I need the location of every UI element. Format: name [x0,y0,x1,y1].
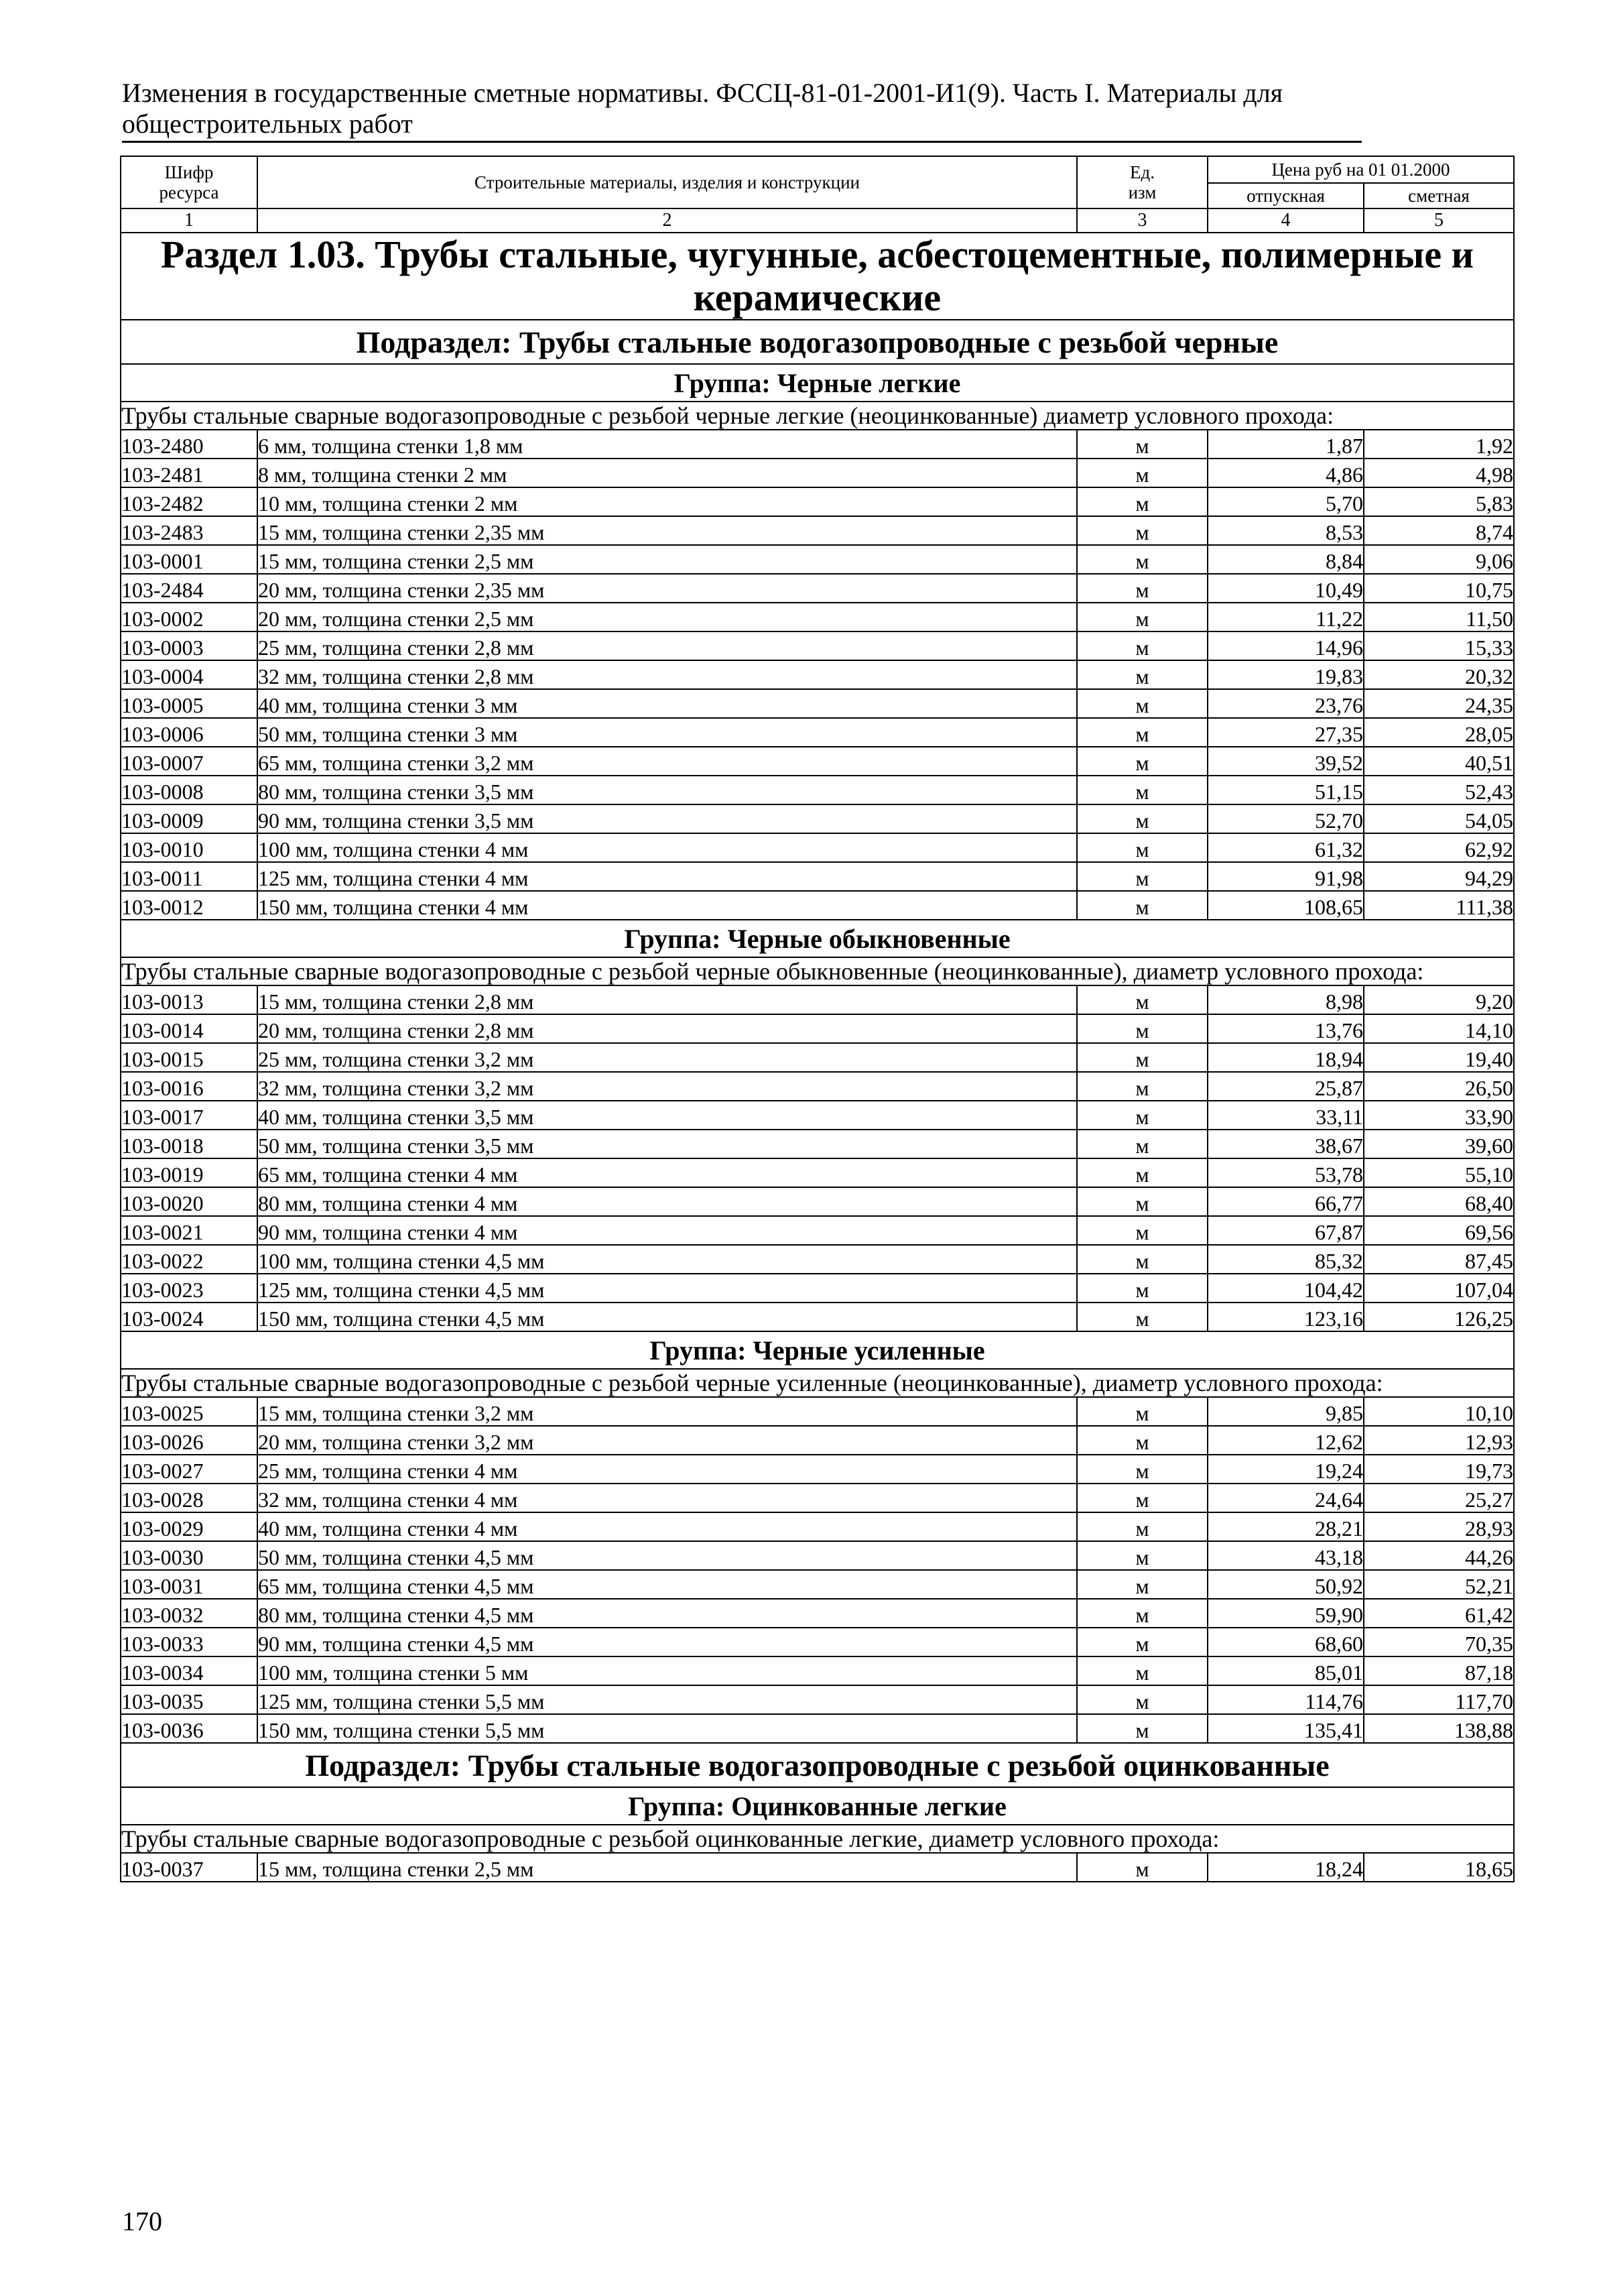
resource-code: 103-0023 [121,1274,257,1303]
resource-code: 103-0017 [121,1101,257,1130]
code-header-line-1: Шифр [164,162,214,182]
table-row [121,1274,1514,1303]
resource-code: 103-2481 [121,459,257,487]
section-title: Раздел 1.03. Трубы стальные, чугунные, асбестоцементные, полимерные и керамические [121,233,1514,320]
resource-code: 103-0015 [121,1043,257,1072]
table-row [121,833,1514,862]
header-line-2: общестроительных работ [122,109,413,139]
page-number: 170 [122,2206,162,2236]
estimate-price-header: сметная [1364,183,1514,208]
material-name: 40 мм, толщина стенки 4 мм [257,1512,1077,1541]
release-price: 52,70 [1208,804,1364,833]
table-row [121,862,1514,891]
material-name: 20 мм, толщина стенки 2,8 мм [257,1014,1077,1043]
release-price: 123,16 [1208,1303,1364,1331]
material-name: 65 мм, толщина стенки 3,2 мм [257,747,1077,776]
unit: м [1077,862,1208,891]
unit: м [1077,1274,1208,1303]
table-row [121,487,1514,516]
material-name: 15 мм, толщина стенки 2,5 мм [257,545,1077,574]
group-title: Группа: Черные усиленные [121,1331,1514,1369]
unit: м [1077,1570,1208,1599]
estimate-price: 69,56 [1364,1216,1514,1245]
resource-code: 103-2483 [121,516,257,545]
estimate-price: 26,50 [1364,1072,1514,1101]
release-price: 53,78 [1208,1158,1364,1187]
material-name: 32 мм, толщина стенки 3,2 мм [257,1072,1077,1101]
estimate-price: 87,18 [1364,1656,1514,1685]
unit: м [1077,1455,1208,1484]
resource-code: 103-0025 [121,1397,257,1426]
release-price: 24,64 [1208,1484,1364,1512]
subsection-row [121,1743,1514,1787]
estimate-price: 11,50 [1364,603,1514,631]
unit: м [1077,1541,1208,1570]
material-name: 150 мм, толщина стенки 5,5 мм [257,1714,1077,1743]
release-price: 19,24 [1208,1455,1364,1484]
material-name: 20 мм, толщина стенки 2,35 мм [257,574,1077,603]
unit: м [1077,891,1208,920]
group-description-row [121,957,1514,985]
estimate-price: 1,92 [1364,430,1514,459]
release-price: 8,98 [1208,985,1364,1014]
resource-code: 103-0003 [121,631,257,660]
material-name: 80 мм, толщина стенки 3,5 мм [257,776,1077,804]
resource-code: 103-0010 [121,833,257,862]
release-price: 91,98 [1208,862,1364,891]
material-name: 15 мм, толщина стенки 2,5 мм [257,1853,1077,1882]
name-column-header: Строительные материалы, изделия и конструкции [257,156,1077,208]
release-price: 9,85 [1208,1397,1364,1426]
table-row [121,747,1514,776]
group-title: Группа: Черные обыкновенные [121,920,1514,957]
unit: м [1077,1303,1208,1331]
group-description-row [121,1825,1514,1853]
estimate-price: 28,05 [1364,718,1514,747]
estimate-price: 24,35 [1364,689,1514,718]
unit: м [1077,430,1208,459]
group-description: Трубы стальные сварные водогазопроводные с резьбой черные легкие (неоцинкованные) диаметр условного прохода: [121,402,1514,430]
unit: м [1077,747,1208,776]
table-row [121,1426,1514,1455]
estimate-price: 107,04 [1364,1274,1514,1303]
release-price: 18,24 [1208,1853,1364,1882]
unit: м [1077,689,1208,718]
release-price: 66,77 [1208,1187,1364,1216]
group-title: Группа: Оцинкованные легкие [121,1787,1514,1825]
material-name: 50 мм, толщина стенки 3 мм [257,718,1077,747]
unit: м [1077,1245,1208,1274]
resource-code: 103-0008 [121,776,257,804]
table-row [121,689,1514,718]
material-name: 20 мм, толщина стенки 2,5 мм [257,603,1077,631]
release-price: 10,49 [1208,574,1364,603]
unit: м [1077,1158,1208,1187]
estimate-price: 70,35 [1364,1628,1514,1656]
estimate-price: 111,38 [1364,891,1514,920]
material-name: 25 мм, толщина стенки 4 мм [257,1455,1077,1484]
group-title: Группа: Черные легкие [121,364,1514,402]
release-price: 13,76 [1208,1014,1364,1043]
unit: м [1077,487,1208,516]
resource-code: 103-0014 [121,1014,257,1043]
estimate-price: 52,21 [1364,1570,1514,1599]
group-description: Трубы стальные сварные водогазопроводные с резьбой черные обыкновенные (неоцинкованные), диаметр условного прохода: [121,957,1514,985]
estimate-price: 33,90 [1364,1101,1514,1130]
resource-code: 103-0026 [121,1426,257,1455]
release-price: 61,32 [1208,833,1364,862]
material-name: 90 мм, толщина стенки 4,5 мм [257,1628,1077,1656]
resource-code: 103-0016 [121,1072,257,1101]
unit: м [1077,833,1208,862]
estimate-price: 8,74 [1364,516,1514,545]
resource-code: 103-0034 [121,1656,257,1685]
header-line-1: Изменения в государственные сметные нормативы. ФССЦ-81-01-2001-И1(9). Часть I. Материалы для [122,78,1283,108]
table-row [121,1628,1514,1656]
group-row [121,920,1514,957]
resource-code: 103-0007 [121,747,257,776]
unit: м [1077,1101,1208,1130]
table-row [121,1599,1514,1628]
table-row [121,1397,1514,1426]
resource-code: 103-0006 [121,718,257,747]
estimate-price: 62,92 [1364,833,1514,862]
resource-code: 103-0009 [121,804,257,833]
estimate-price: 14,10 [1364,1014,1514,1043]
release-price: 4,86 [1208,459,1364,487]
price-group-header: Цена руб на 01 01.2000 [1208,156,1514,183]
release-price: 23,76 [1208,689,1364,718]
unit: м [1077,1512,1208,1541]
release-price: 67,87 [1208,1216,1364,1245]
resource-code: 103-0030 [121,1541,257,1570]
release-price: 59,90 [1208,1599,1364,1628]
table-row [121,1101,1514,1130]
table-row [121,430,1514,459]
resource-code: 103-0005 [121,689,257,718]
group-row [121,1787,1514,1825]
page-header [122,78,1362,143]
table-row [121,1541,1514,1570]
resource-code: 103-0012 [121,891,257,920]
estimate-price: 117,70 [1364,1685,1514,1714]
material-name: 40 мм, толщина стенки 3 мм [257,689,1077,718]
unit-column-header [1077,156,1208,208]
table-row [121,603,1514,631]
estimate-price: 138,88 [1364,1714,1514,1743]
resource-code: 103-0019 [121,1158,257,1187]
resource-code: 103-2484 [121,574,257,603]
subsection-title: Подраздел: Трубы стальные водогазопроводные с резьбой черные [121,320,1514,364]
estimate-price: 55,10 [1364,1158,1514,1187]
unit: м [1077,804,1208,833]
table-body [121,233,1514,1882]
group-description: Трубы стальные сварные водогазопроводные с резьбой черные усиленные (неоцинкованные), диаметр условного прохода: [121,1369,1514,1397]
estimate-price: 10,10 [1364,1397,1514,1426]
release-price: 50,92 [1208,1570,1364,1599]
table-row [121,1853,1514,1882]
material-name: 125 мм, толщина стенки 4,5 мм [257,1274,1077,1303]
resource-code: 103-0027 [121,1455,257,1484]
unit-header-line-1: Ед. [1130,162,1155,182]
group-description-row [121,1369,1514,1397]
resource-code: 103-0033 [121,1628,257,1656]
estimate-price: 28,93 [1364,1512,1514,1541]
estimate-price: 54,05 [1364,804,1514,833]
unit: м [1077,1043,1208,1072]
material-name: 6 мм, толщина стенки 1,8 мм [257,430,1077,459]
material-name: 100 мм, толщина стенки 4 мм [257,833,1077,862]
release-price: 38,67 [1208,1130,1364,1158]
estimate-price: 5,83 [1364,487,1514,516]
release-price: 11,22 [1208,603,1364,631]
material-name: 50 мм, толщина стенки 3,5 мм [257,1130,1077,1158]
release-price: 8,53 [1208,516,1364,545]
material-name: 40 мм, толщина стенки 3,5 мм [257,1101,1077,1130]
estimate-price: 25,27 [1364,1484,1514,1512]
estimate-price: 39,60 [1364,1130,1514,1158]
column-number: 3 [1077,208,1208,233]
table-row [121,718,1514,747]
unit: м [1077,1656,1208,1685]
unit: м [1077,545,1208,574]
group-description-row [121,402,1514,430]
table-row [121,1685,1514,1714]
table-row [121,459,1514,487]
unit: м [1077,516,1208,545]
resource-code: 103-0001 [121,545,257,574]
material-name: 50 мм, толщина стенки 4,5 мм [257,1541,1077,1570]
unit: м [1077,459,1208,487]
release-price: 1,87 [1208,430,1364,459]
release-price: 114,76 [1208,1685,1364,1714]
material-name: 125 мм, толщина стенки 5,5 мм [257,1685,1077,1714]
group-description: Трубы стальные сварные водогазопроводные с резьбой оцинкованные легкие, диаметр условного прохода: [121,1825,1514,1853]
estimate-price: 44,26 [1364,1541,1514,1570]
table-row [121,631,1514,660]
estimate-price: 18,65 [1364,1853,1514,1882]
resource-code: 103-0018 [121,1130,257,1158]
table-row [121,1714,1514,1743]
table-row [121,1072,1514,1101]
table-row [121,660,1514,689]
unit: м [1077,1130,1208,1158]
table-row [121,545,1514,574]
unit: м [1077,1426,1208,1455]
table-row [121,1570,1514,1599]
material-name: 32 мм, толщина стенки 2,8 мм [257,660,1077,689]
table-row [121,1130,1514,1158]
table-row [121,1158,1514,1187]
table-row [121,1455,1514,1484]
estimate-price: 9,06 [1364,545,1514,574]
release-price: 135,41 [1208,1714,1364,1743]
release-price: 28,21 [1208,1512,1364,1541]
unit: м [1077,1216,1208,1245]
table-row [121,1512,1514,1541]
table-row [121,1014,1514,1043]
unit: м [1077,776,1208,804]
estimate-price: 87,45 [1364,1245,1514,1274]
material-name: 15 мм, толщина стенки 2,35 мм [257,516,1077,545]
table-row [121,1043,1514,1072]
material-name: 90 мм, толщина стенки 4 мм [257,1216,1077,1245]
table-row [121,574,1514,603]
estimate-price: 40,51 [1364,747,1514,776]
unit: м [1077,1685,1208,1714]
material-name: 32 мм, толщина стенки 4 мм [257,1484,1077,1512]
resource-code: 103-0036 [121,1714,257,1743]
resource-code: 103-2480 [121,430,257,459]
estimate-price: 9,20 [1364,985,1514,1014]
release-price: 51,15 [1208,776,1364,804]
release-price: 14,96 [1208,631,1364,660]
material-name: 80 мм, толщина стенки 4,5 мм [257,1599,1077,1628]
material-name: 125 мм, толщина стенки 4 мм [257,862,1077,891]
table-row [121,1216,1514,1245]
resource-code: 103-0004 [121,660,257,689]
material-name: 150 мм, толщина стенки 4 мм [257,891,1077,920]
material-name: 25 мм, толщина стенки 3,2 мм [257,1043,1077,1072]
release-price: 12,62 [1208,1426,1364,1455]
table-row [121,1245,1514,1274]
resource-code: 103-0011 [121,862,257,891]
resource-code: 103-0035 [121,1685,257,1714]
estimate-price: 68,40 [1364,1187,1514,1216]
material-name: 65 мм, толщина стенки 4,5 мм [257,1570,1077,1599]
resource-code: 103-0031 [121,1570,257,1599]
material-name: 65 мм, толщина стенки 4 мм [257,1158,1077,1187]
release-price: 27,35 [1208,718,1364,747]
group-row [121,1331,1514,1369]
release-price: 19,83 [1208,660,1364,689]
table-row [121,1484,1514,1512]
table-row [121,1187,1514,1216]
table-row [121,1656,1514,1685]
resource-code: 103-0021 [121,1216,257,1245]
code-column-header [121,156,257,208]
subsection-row [121,320,1514,364]
estimate-price: 12,93 [1364,1426,1514,1455]
release-price: 39,52 [1208,747,1364,776]
estimate-price: 19,40 [1364,1043,1514,1072]
subsection-title: Подраздел: Трубы стальные водогазопроводные с резьбой оцинкованные [121,1743,1514,1787]
column-number: 2 [257,208,1077,233]
material-name: 10 мм, толщина стенки 2 мм [257,487,1077,516]
group-row [121,364,1514,402]
resource-code: 103-0022 [121,1245,257,1274]
material-name: 150 мм, толщина стенки 4,5 мм [257,1303,1077,1331]
unit: м [1077,1628,1208,1656]
release-price: 8,84 [1208,545,1364,574]
table-row [121,804,1514,833]
table-row [121,776,1514,804]
estimate-price: 20,32 [1364,660,1514,689]
resource-code: 103-0002 [121,603,257,631]
estimate-price: 61,42 [1364,1599,1514,1628]
material-name: 80 мм, толщина стенки 4 мм [257,1187,1077,1216]
estimate-price: 15,33 [1364,631,1514,660]
resource-code: 103-0020 [121,1187,257,1216]
material-name: 25 мм, толщина стенки 2,8 мм [257,631,1077,660]
material-name: 100 мм, толщина стенки 5 мм [257,1656,1077,1685]
release-price: 43,18 [1208,1541,1364,1570]
resource-code: 103-0037 [121,1853,257,1882]
release-price: 68,60 [1208,1628,1364,1656]
unit: м [1077,1014,1208,1043]
column-number: 4 [1208,208,1364,233]
release-price: 33,11 [1208,1101,1364,1130]
unit: м [1077,718,1208,747]
material-name: 20 мм, толщина стенки 3,2 мм [257,1426,1077,1455]
column-number: 1 [121,208,257,233]
release-price-header: отпускная [1208,183,1364,208]
code-header-line-2: ресурса [159,182,219,202]
resource-code: 103-0029 [121,1512,257,1541]
unit: м [1077,631,1208,660]
unit: м [1077,574,1208,603]
unit-header-line-2: изм [1128,182,1157,202]
estimate-price: 52,43 [1364,776,1514,804]
estimate-price: 126,25 [1364,1303,1514,1331]
price-table [120,156,1515,1882]
resource-code: 103-0032 [121,1599,257,1628]
release-price: 5,70 [1208,487,1364,516]
estimate-price: 4,98 [1364,459,1514,487]
resource-code: 103-0013 [121,985,257,1014]
material-name: 8 мм, толщина стенки 2 мм [257,459,1077,487]
unit: м [1077,1599,1208,1628]
resource-code: 103-2482 [121,487,257,516]
release-price: 18,94 [1208,1043,1364,1072]
estimate-price: 10,75 [1364,574,1514,603]
release-price: 85,01 [1208,1656,1364,1685]
unit: м [1077,603,1208,631]
release-price: 108,65 [1208,891,1364,920]
table-row [121,516,1514,545]
unit: м [1077,985,1208,1014]
resource-code: 103-0024 [121,1303,257,1331]
column-number: 5 [1364,208,1514,233]
estimate-price: 19,73 [1364,1455,1514,1484]
material-name: 15 мм, толщина стенки 3,2 мм [257,1397,1077,1426]
material-name: 15 мм, толщина стенки 2,8 мм [257,985,1077,1014]
estimate-price: 94,29 [1364,862,1514,891]
material-name: 100 мм, толщина стенки 4,5 мм [257,1245,1077,1274]
unit: м [1077,1397,1208,1426]
release-price: 85,32 [1208,1245,1364,1274]
table-row [121,891,1514,920]
material-name: 90 мм, толщина стенки 3,5 мм [257,804,1077,833]
resource-code: 103-0028 [121,1484,257,1512]
release-price: 25,87 [1208,1072,1364,1101]
unit: м [1077,1187,1208,1216]
table-row [121,985,1514,1014]
unit: м [1077,1853,1208,1882]
unit: м [1077,1714,1208,1743]
release-price: 104,42 [1208,1274,1364,1303]
table-row [121,1303,1514,1331]
unit: м [1077,1072,1208,1101]
unit: м [1077,1484,1208,1512]
unit: м [1077,660,1208,689]
